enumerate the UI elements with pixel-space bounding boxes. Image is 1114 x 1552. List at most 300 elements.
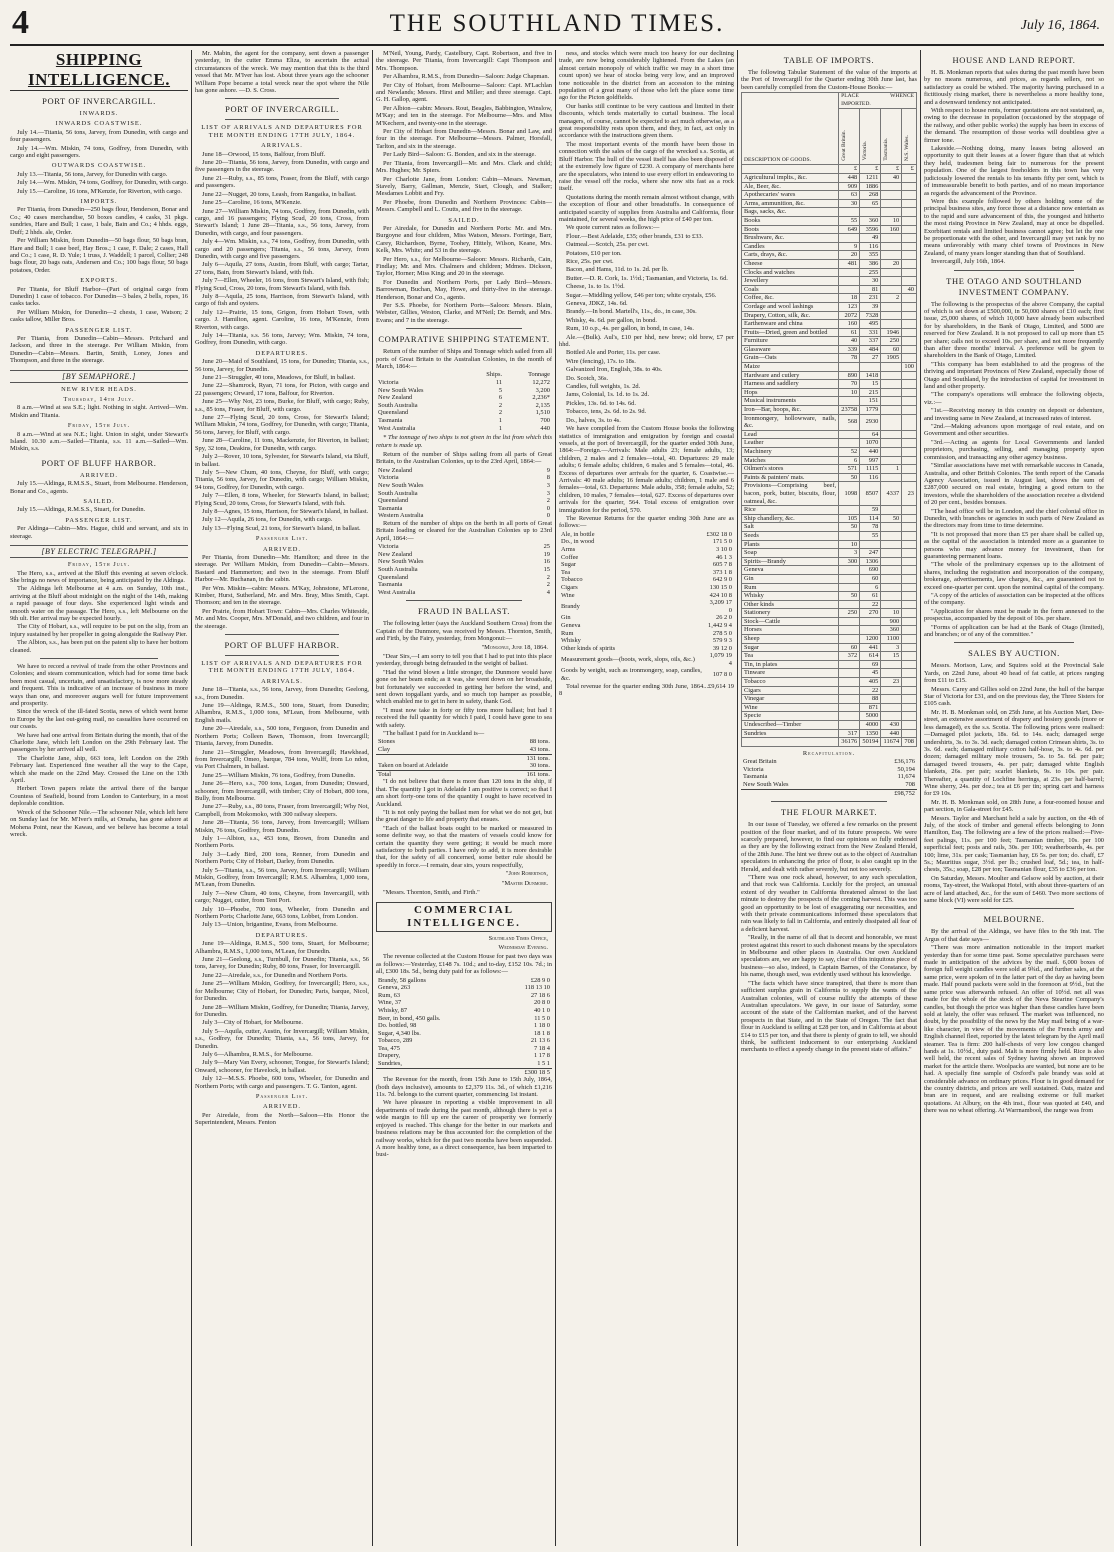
table-cell: Do., in wood bbox=[561, 538, 595, 546]
table-row bbox=[742, 635, 917, 644]
table-row bbox=[742, 523, 917, 532]
table-row bbox=[376, 497, 552, 505]
table-cell: 3 bbox=[839, 549, 860, 558]
table-row bbox=[376, 746, 552, 754]
table-row bbox=[742, 216, 917, 225]
table-cell bbox=[881, 242, 902, 251]
table-cell: 36176 bbox=[839, 738, 860, 747]
table-row bbox=[742, 549, 917, 558]
article-paragraph: Mr. H. B. Monkman sold, on 25th June, at his Auction Mart, Dee-street, an extensive assortment of drapery and hosiery goods (more or less damaged), ex the s.s. Scotia. The following prices were realised:—Damaged pilot jackets, 18s. 6d. to 14s. each; damaged serge undershirts, 3s. to 3s. 3d. each; damaged cotton Crimean shirts, 3s. to 3s. 6d. each; damaged military cotton half-hose, 3s. to 4s. 6d. per dozen; damaged military mole trousers, 5s. to 5s. 6d. per pair; damaged tweed trousers, 4s. per pair; damaged white English blankets, 26s. per pair; scarlet blankets, 9s. to 10s. per pair. Thereafter, a quantity of Lochfine herrings, at 23s. per half-barrel; Wine sherry, 24s. per doz.; tea at £6 per tin; spring cart and harness for £9 10s. bbox=[924, 708, 1104, 798]
table-cell: Tobacco bbox=[742, 678, 839, 687]
imports-currency-row bbox=[742, 165, 917, 174]
table-cell bbox=[839, 678, 860, 687]
table-cell: 27 18 6 bbox=[530, 991, 550, 999]
table-cell: 63 bbox=[839, 191, 860, 200]
table-row bbox=[559, 667, 734, 682]
table-cell: 0 bbox=[546, 504, 550, 512]
article-paragraph: "The company's operations will embrace the following objects, viz.:— bbox=[924, 391, 1104, 406]
table-cell: Earthenware and china bbox=[742, 320, 839, 329]
table-cell: 268 bbox=[860, 191, 881, 200]
table-cell bbox=[902, 473, 917, 482]
article-paragraph: We have had one arrival from Britain during the month, that of the Charlotte Jane, which left London on the 29th February last. The passengers by her arrived all well. bbox=[10, 731, 188, 754]
table-cell: 1100 bbox=[881, 635, 902, 644]
table-cell bbox=[902, 388, 917, 397]
table-cell: Geneva bbox=[742, 566, 839, 575]
table-cell: Rum bbox=[742, 583, 839, 592]
rate-entry: Rice, 25s. per cwt. bbox=[566, 257, 614, 265]
table-cell: 114 bbox=[860, 514, 881, 523]
table-row bbox=[376, 984, 552, 992]
table-cell: Tea, 475 bbox=[378, 1044, 400, 1052]
passenger-text: Per Airedale, for Dunedin and Northern Ports: Mr. and Mrs. Burgoyne and four children, Miss Watson, Messrs. Fortinge, Barr, Carey, Richardson, Byrne, Toohey, Hittely, Wilson, Keane, Mrs. Kelk, Mrs. White; and 53 in the steerage. bbox=[376, 224, 552, 255]
ballast-total: 161 tons. bbox=[504, 770, 552, 778]
table-row bbox=[742, 712, 917, 721]
table-cell: Tobacco bbox=[561, 576, 583, 584]
column-rule bbox=[191, 50, 192, 1546]
table-cell: 386 bbox=[860, 259, 881, 268]
table-cell: 1 18 0 bbox=[534, 1022, 550, 1030]
duty-table bbox=[376, 977, 552, 1077]
ships-berth-table bbox=[376, 543, 552, 596]
table-cell: 5 bbox=[498, 386, 503, 394]
table-row bbox=[742, 234, 917, 243]
departure-entry: June 25—William Miskin, Godfrey, for Invercargill; Hero, s.s., for Melbourne; City of Hobart, for Dunedin; Paris, barque, Nicol, for Dunedin. bbox=[195, 980, 369, 1003]
newspaper-title: THE SOUTHLAND TIMES. bbox=[389, 10, 725, 37]
table-cell: Tea bbox=[742, 652, 839, 661]
table-cell: 649 bbox=[839, 225, 860, 234]
table-cell: Measurement goods—(boots, work, slops, oils, &c.) bbox=[561, 656, 695, 664]
passenger-text: Per Charlotte Jane, from London: Cabin—Messrs. Newman, Stavely, Barry, Gallman, Menzie, Start, Clough, and Stalker; Mesdames Lobbit and Fry. bbox=[376, 175, 552, 198]
table-cell bbox=[881, 380, 902, 389]
rate-entry: Do. Scotch, 36s. bbox=[566, 374, 609, 382]
ships-tonnage-body bbox=[376, 379, 552, 432]
inwards-coastwise-label: INWARDS COASTWISE. bbox=[55, 120, 143, 128]
table-cell bbox=[902, 354, 917, 363]
table-row bbox=[376, 512, 552, 520]
passengers-arrived-label: ARRIVED. bbox=[263, 545, 301, 553]
table-row bbox=[742, 337, 917, 346]
table-cell: Hops bbox=[742, 388, 839, 397]
table-cell: South Australia bbox=[378, 489, 418, 497]
departure-entry: July 8—Agnes, 15 tons, Harrison, for Stewart's Island, in ballast. bbox=[202, 507, 369, 515]
table-cell: Do. bottled, 98 bbox=[378, 1022, 417, 1030]
table-row bbox=[742, 285, 917, 294]
table-cell: 571 bbox=[839, 465, 860, 474]
table-row bbox=[376, 770, 552, 778]
arrival-entry: July 5—Titania, s.s., 56 tons, Jarvey, from Invercargill; William Miskin, Godfrey, from Invercargill; R.M.S. Alhambra, 1,000 tons, M'Lean, from Dunedin. bbox=[195, 866, 369, 889]
arrival-entry: June 25—William Miskin, 76 tons, Godfrey, from Dunedin. bbox=[202, 771, 356, 779]
table-row bbox=[559, 622, 734, 630]
table-cell bbox=[881, 268, 902, 277]
table-cell: 16 bbox=[543, 558, 550, 566]
table-cell bbox=[839, 566, 860, 575]
table-row bbox=[376, 402, 552, 410]
table-row bbox=[742, 514, 917, 523]
table-cell bbox=[902, 242, 917, 251]
table-cell bbox=[742, 165, 839, 174]
table-cell: 60 bbox=[860, 574, 881, 583]
departure-entry: July 9—Mary Van Every, schooner, Tongue, for Stewart's Island; Onward, schooner, for Havelock, in ballast. bbox=[195, 1059, 369, 1074]
table-cell: 8 bbox=[546, 474, 550, 482]
table-row bbox=[376, 1045, 552, 1053]
section-divider bbox=[954, 908, 1074, 909]
table-cell: 8507 bbox=[860, 482, 881, 506]
inwards-entry: July 14.—Wm. Miskin, 74 tons, Godfrey, from Dunedin, with cargo and eight passengers. bbox=[10, 144, 188, 160]
table-cell bbox=[881, 686, 902, 695]
table-cell: Tasmania bbox=[743, 773, 768, 781]
arrival-entry: July 1—Albion, s.s., 453 tons, Brown, from Dunedin and Northern Ports. bbox=[195, 834, 369, 850]
table-cell: New South Wales bbox=[743, 780, 789, 788]
section-divider bbox=[225, 655, 339, 656]
table-cell: 1,079 19 4 bbox=[709, 652, 732, 667]
table-row bbox=[559, 531, 734, 539]
table-cell: 900 bbox=[881, 617, 902, 626]
table-cell: 18 1 8 bbox=[534, 1029, 550, 1037]
imports-totals-row bbox=[742, 738, 917, 747]
table-cell: 270 bbox=[860, 609, 881, 618]
table-cell: Stationery bbox=[742, 609, 839, 618]
table-row bbox=[376, 1015, 552, 1023]
table-cell: Rum bbox=[561, 629, 574, 637]
table-cell bbox=[902, 660, 917, 669]
sailed-label: SAILED. bbox=[448, 216, 480, 224]
article-paragraph: We have to record a revival of trade from the other Provinces and Colonies; and steam communication, which had for some time back been most casual, uncertain, and unsatisfactory, is now more steady and frequent. This is indicative of an increase of business in more ways than one, and moreover augurs well for future improvement and prosperity. bbox=[10, 662, 188, 707]
article-paragraph: We quote current rates as follows:— bbox=[566, 224, 660, 232]
table-cell: 9 bbox=[839, 242, 860, 251]
table-row bbox=[741, 766, 917, 774]
telegraph-text: The Hero, s.s., arrived at the Bluff this evening at seven o'clock. She brings no news of importance, being anticipated by the Aldinga. bbox=[10, 569, 188, 584]
table-cell bbox=[881, 208, 902, 217]
table-cell bbox=[860, 626, 881, 635]
article-paragraph: "Really, in the name of all that is decent and honorable, we must protest against this resort to such dishonest means by the speculators in Melbourne and other places in Australia. Our own Auckland speculators are, we are happy to say, clear of this iniquitous piece of business—so also, indeed, is Captain Barnes, of the Constance, by his name, though used, was evidently used without his knowledge. bbox=[741, 934, 917, 979]
semaphore-report: 8 a.m.—Wind at sea S.E.; light. Nothing in sight. Arrived—Wm. Miskin and Titania. bbox=[10, 404, 188, 419]
table-cell: 3,209 17 0 bbox=[709, 599, 732, 614]
passenger-list-text: Per Titania, from Dunedin—Cabin—Messrs. Pritchard and Jackson, and three in the steerage. Per William Miskin, from Dunedin—Cabin—Messrs. Bartin, Smith, Loney, Jones and Thompson, and three in the steerage. bbox=[10, 334, 188, 365]
table-cell: 81 bbox=[860, 285, 881, 294]
table-cell: 690 bbox=[860, 566, 881, 575]
table-row bbox=[376, 490, 552, 498]
table-cell bbox=[881, 199, 902, 208]
section-divider bbox=[406, 328, 522, 329]
table-cell: Great Britain bbox=[743, 758, 777, 766]
article-paragraph: The Charlotte Jane, ship, 663 tons, left London on the 29th February last. Experienced fine weather all the way to the Cape, which she made on the 22nd May. Crossed the Line on the 13th April. bbox=[10, 754, 188, 785]
table-cell bbox=[881, 388, 902, 397]
table-cell: 6 bbox=[498, 394, 503, 402]
table-cell bbox=[881, 406, 902, 415]
commercial-intelligence-heading: COMMERCIAL INTELLIGENCE. bbox=[376, 902, 552, 932]
departure-entry: July 13—Flying Scud, 21 tons, for Stewart's Island, in ballast. bbox=[202, 524, 361, 532]
table-cell: Matches bbox=[742, 456, 839, 465]
table-cell: Wine, 37 bbox=[378, 999, 402, 1007]
table-cell bbox=[902, 686, 917, 695]
table-cell: 3 10 0 bbox=[716, 545, 732, 553]
departure-entry: July 3—City of Hobart, for Melbourne. bbox=[202, 1019, 303, 1027]
table-cell: 19 bbox=[543, 550, 550, 558]
departure-entry: June 25—Why Not, 23 tons, Burke, for Bluff, with cargo; Ruby, s.s., 85 tons, Fraser, for Bluff, with cargo. bbox=[195, 398, 369, 413]
ballast-body bbox=[376, 738, 552, 754]
table-cell bbox=[902, 182, 917, 191]
table-cell: 118 13 10 bbox=[524, 984, 550, 992]
table-cell: 23 bbox=[902, 482, 917, 506]
arrival-entry: June 20—Titania, 56 tons, Jarvey, from Dunedin, with cargo and five passengers in the steerage. bbox=[195, 159, 369, 174]
article-paragraph: Mr. H. B. Monkman sold, on 28th June, a four-roomed house and part section, in Gala-street for £45. bbox=[924, 798, 1104, 814]
passenger-text: Per Prairie, from Hobart Town: Cabin—Mrs. Charles Whiteside, Mr. and Mrs. Cooper, Mrs. M'Donald, and two children, and four in the steerage. bbox=[195, 607, 369, 630]
table-cell: Machinery bbox=[742, 448, 839, 457]
arrival-entry: June 25—Caroline, 16 tons, M'Kenzie. bbox=[202, 199, 302, 207]
table-row bbox=[376, 581, 552, 589]
table-row bbox=[376, 505, 552, 513]
arrival-entry: June 20—Airedale, s.s., 500 tons, Ferguson, from Dunedin and Northern Ports; Colleen Bawn, Thomson, from Invercargill; Titania, Jarvey, from Dunedin. bbox=[195, 725, 369, 748]
table-cell: 1350 bbox=[860, 729, 881, 738]
shipping-intelligence-heading: SHIPPING INTELLIGENCE. bbox=[10, 50, 188, 91]
table-row bbox=[376, 1060, 552, 1068]
table-cell: Brandy bbox=[561, 602, 580, 610]
table-cell: £36,176 bbox=[894, 758, 915, 766]
article-paragraph: "1st.—Receiving money in this country on deposit or debenture, and investing same in New Zealand, at increased rates of interest. bbox=[924, 407, 1104, 422]
table-cell: Tinware bbox=[742, 669, 839, 678]
table-cell: 11,674 bbox=[897, 773, 915, 781]
inwards-entry: July 14.—Titania, 56 tons, Jarvey, from Dunedin, with cargo and four passengers. bbox=[10, 128, 188, 144]
table-cell: 481 bbox=[839, 259, 860, 268]
article-paragraph: "Each of the ballast boats ought to be marked or measured in some definite way, so that the masters of vessels could know for certain the quantity they were getting; it would be much more satisfactory to both parties. I have only to add, it is more desirable that, for the safety of all concerned, some better rule should be speedily in force.—I remain, dear sirs, yours respectfully, bbox=[376, 824, 552, 869]
table-cell bbox=[902, 371, 917, 380]
column-2 bbox=[195, 50, 369, 1546]
table-cell bbox=[839, 430, 860, 439]
table-cell bbox=[881, 592, 902, 601]
table-cell: Books bbox=[742, 216, 839, 225]
arrival-entry: July 13—Union, brigantine, Evans, from Melbourne. bbox=[202, 921, 338, 929]
table-cell: Sundries bbox=[742, 729, 839, 738]
table-row bbox=[742, 652, 917, 661]
table-cell bbox=[881, 473, 902, 482]
article-paragraph: The Revenue for the month, from 15th June to 15th July, 1864, (both days inclusive), amounts to £2,379 11s. 3d., of which £1,216 11s. 7d. belongs to the current quarter, commencing 1st instant. bbox=[376, 1076, 552, 1099]
ballast-subtotal: 131 tons. bbox=[504, 754, 552, 762]
table-row bbox=[742, 174, 917, 183]
table-cell: 278 5 0 bbox=[712, 629, 732, 637]
table-cell: Tasmania bbox=[378, 417, 403, 424]
table-cell: 55 bbox=[860, 531, 881, 540]
table-row bbox=[559, 614, 734, 622]
semaphore-report: 8 a.m.—Wind at sea N.E.; light. Union in sight, under Stewart's Island. 10.30 a.m.—Sailed—Titania, s.s. 11 a.m.—Sailed—Wm. Miskin, s.s. bbox=[10, 430, 188, 453]
table-cell bbox=[881, 456, 902, 465]
table-row bbox=[742, 531, 917, 540]
departure-entry: June 22—Airedale, s.s., for Dunedin and Northern Ports. bbox=[202, 971, 348, 979]
table-cell bbox=[839, 669, 860, 678]
table-row bbox=[376, 589, 552, 597]
table-cell: 1946 bbox=[881, 328, 902, 337]
article-paragraph: Since the wreck of the ill-fated Scotia, news of which went home to Europe by the last out-going mail, no casualties have occurred on our coasts. bbox=[10, 708, 188, 731]
table-header-label: Victoria. bbox=[862, 141, 869, 161]
telegraph-heading: [BY ELECTRIC TELEGRAPH.] bbox=[10, 545, 188, 558]
table-cell: 27 bbox=[860, 354, 881, 363]
flour-market-heading: THE FLOUR MARKET. bbox=[780, 807, 878, 818]
article-paragraph: The revenue collected at the Custom House for past two days was as follows:—Yesterday, £148 7s. 10d.; and to-day, £152 10s. 7d.; in all, £300 18s. 5d., being duty paid for as follows:— bbox=[376, 953, 552, 976]
table-cell: 30 bbox=[860, 277, 881, 286]
column-rule bbox=[372, 50, 373, 1546]
table-cell bbox=[902, 439, 917, 448]
table-cell bbox=[881, 277, 902, 286]
rate-entry: Sugar.—Middling yellow, £46 per ton; white crystals, £56. bbox=[566, 291, 717, 299]
table-cell: 11 5 0 bbox=[534, 1014, 550, 1022]
table-row bbox=[376, 738, 552, 746]
departure-entry: July 7—Ellen, 8 tons, Wheeler, for Stewart's Island, in ballast; Flying Scud, 20 tons, Cross, for Stewart's Island, with fish. bbox=[195, 492, 369, 507]
table-cell: 5000 bbox=[860, 712, 881, 721]
table-cell bbox=[881, 439, 902, 448]
arrived-text: July 15.—Aldinga, R.M.S.S., Stuart, from Melbourne. Henderson, Bonar and Co., agents. bbox=[10, 480, 188, 495]
table-row bbox=[742, 328, 917, 337]
table-row bbox=[376, 474, 552, 482]
table-cell: 495 bbox=[860, 320, 881, 329]
table-cell bbox=[881, 660, 902, 669]
table-cell bbox=[902, 712, 917, 721]
telegraph-text: The City of Hobart, s.s., will require to be put on the slip, from an injury sustained by her propeller in going alongside the Railway Pier. bbox=[10, 623, 188, 638]
table-row bbox=[742, 311, 917, 320]
table-cell bbox=[902, 251, 917, 260]
table-cell: 22 bbox=[860, 686, 881, 695]
table-cell bbox=[902, 380, 917, 389]
table-cell: 46 1 3 bbox=[716, 553, 732, 561]
inwards-label: INWARDS. bbox=[79, 110, 119, 117]
table-cell: Taken on board at Adelaide bbox=[378, 762, 449, 770]
table-cell bbox=[902, 216, 917, 225]
article-paragraph: Messrs. Morison, Law, and Squires sold at the Provincial Sale Yards, on 22nd June, about 40 head of fat cattle, at prices ranging from £11 to £15. bbox=[924, 662, 1104, 685]
table-cell: 2 bbox=[498, 401, 503, 409]
rate-entry: Ale.—(Bulk). Aul's, £10 per hhd, new brew; old brew, £7 per hhd. bbox=[559, 333, 734, 349]
table-cell bbox=[860, 540, 881, 549]
column-3 bbox=[376, 50, 552, 1546]
letter-signature: "Master Dunmore. bbox=[501, 879, 548, 887]
table-cell: Fruits—Dried, green and bottled bbox=[742, 328, 839, 337]
table-cell: Brandy, 58 gallons bbox=[378, 976, 427, 984]
table-cell bbox=[881, 583, 902, 592]
table-row bbox=[376, 1007, 552, 1015]
table-cell bbox=[902, 617, 917, 626]
article-paragraph: The most important events of the month have been those in connection with the sales of the cargo of the wrecked s.s. Scotia, at Bluff Harbor. The hull of the vessel itself has also been disposed of at the extremely low figure of £230. A company of merchants here are the speculators, who intend to use every effort in endeavoring to raise the vessel off the rocks, where she now sits fast as a rock itself. bbox=[559, 140, 734, 193]
table-cell: Coals bbox=[742, 285, 839, 294]
table-cell: 448 bbox=[839, 174, 860, 183]
table-row bbox=[742, 473, 917, 482]
sailed-text: July 15.—Aldinga, R.M.S.S., Stuart, for Dunedin. bbox=[17, 506, 146, 514]
table-cell: 49 bbox=[860, 234, 881, 243]
table-cell: Clocks and watches bbox=[742, 268, 839, 277]
table-cell: 2,135 bbox=[535, 401, 550, 409]
arrival-entry: July 7—Ellen, Wheeler, 16 tons, from Stewart's Island, with fish; Flying Scud, Cross, 20 tons, from Stewart's Island, with fish. bbox=[195, 277, 369, 292]
table-cell: Tasmania bbox=[378, 581, 403, 589]
table-cell: Carts, drays, &c. bbox=[742, 251, 839, 260]
table-cell: Spirits—Brandy bbox=[742, 557, 839, 566]
masthead bbox=[10, 6, 1104, 46]
table-cell bbox=[902, 406, 917, 415]
rate-entry: Potatoes, £10 per ton. bbox=[566, 249, 622, 257]
table-cell bbox=[839, 660, 860, 669]
table-cell bbox=[881, 669, 902, 678]
table-row bbox=[742, 414, 917, 430]
article-paragraph: We have compiled from the Custom House books the following statistics of immigration and emigration by foreign and coastal vessels, at the port of Invercargill, for the quarter ended 30th June, 1864:—Foreign.—Arrivals: Male adults 23; female adults, 13; children, 2 males and 2 females—total, 40. Departures: 29 male adults; 6 female adults; children, 6 males and 5 females—total, 46. Excess of departures over arrivals for the quarter, 6. Coastwise.—Arrivals: 40 male adults; 16 female adults; children, 1 male and 6 females—total, 63. Departures: Male adults, 358; female adults, 52; children, 10 males, 7 females—total, 627. Excess of departures over arrivals for the quarter, 564. Total excess of emigration over immigration for the period, 570. bbox=[559, 425, 734, 514]
table-cell: 708 bbox=[902, 738, 917, 747]
table-row bbox=[376, 977, 552, 985]
table-cell bbox=[902, 268, 917, 277]
table-cell: 2072 bbox=[839, 311, 860, 320]
passenger-text: Per Airedale, from the North—Saloon—His Honor the Superintendent, Messrs. Fenton bbox=[195, 1111, 369, 1127]
table-cell bbox=[881, 523, 902, 532]
rate-entry: Wire (fencing), 17s. to 18s. bbox=[566, 357, 636, 365]
table-cell bbox=[839, 703, 860, 712]
table-cell bbox=[881, 430, 902, 439]
comparative-intro: Return of the number of ships on the berth in all ports of Great Britain loading or cleared for the Australian Colonies up to 23rd April, 1864:— bbox=[376, 519, 552, 542]
table-cell: 160 bbox=[881, 225, 902, 234]
telegraph-text: The Albion, s.s., has been put on the patent slip to have her bottom cleaned. bbox=[10, 639, 188, 654]
departures-label: DEPARTURES. bbox=[255, 931, 309, 939]
table-cell bbox=[902, 729, 917, 738]
table-header-cell bbox=[902, 109, 917, 165]
table-cell: Geneva bbox=[561, 621, 581, 629]
departure-entry: June 20—Maid of Southland, 15 tons, for Dunedin; Titania, s.s., 56 tons, Jarvey, for Dunedin. bbox=[195, 358, 369, 373]
table-cell bbox=[902, 414, 917, 430]
table-cell bbox=[881, 251, 902, 260]
table-row bbox=[742, 448, 917, 457]
table-cell: £ bbox=[860, 165, 881, 174]
table-cell bbox=[902, 337, 917, 346]
ballast-table bbox=[376, 738, 552, 778]
table-cell: Hardware and cutlery bbox=[742, 371, 839, 380]
table-cell: New South Wales bbox=[378, 386, 424, 394]
table-cell: 40 bbox=[839, 337, 860, 346]
table-row bbox=[559, 652, 734, 667]
table-header-cell bbox=[376, 371, 468, 379]
table-cell: 430 bbox=[881, 721, 902, 730]
departure-entry: June 21—Geelong, s.s., Turnbull, for Dunedin; Titania, s.s., 56 tons, Jarvey, for Dunedin; Ruby, 80 tons, Fraser, for Invercargill. bbox=[195, 956, 369, 971]
rate-entry: Oatmeal.—Scotch, 25s. per cwt. bbox=[566, 241, 649, 249]
table-row bbox=[376, 482, 552, 490]
table-cell bbox=[902, 328, 917, 337]
table-header-cell bbox=[881, 109, 902, 165]
table-row bbox=[742, 302, 917, 311]
table-cell bbox=[902, 678, 917, 687]
table-cell bbox=[839, 617, 860, 626]
table-cell: 69 bbox=[860, 660, 881, 669]
article-paragraph: Wreck of the Schooner Nile.—The schooner Nile, which left here on Sunday last for Mr. M'Iver's mills, at Omaha, has gone ashore at Mohena Point, near the Kawau, and we believe has become a total wreck. bbox=[10, 808, 188, 838]
table-row bbox=[376, 762, 552, 770]
passenger-text: For Dunedin and Northern Ports, per Lady Bird—Messrs. Barrowman, Buchan, May, Howe, and thirty-five in the steerage. Henderson, Bonar and Co., agents. bbox=[376, 278, 552, 301]
arrival-entry: June 21—Struggler, Meadows, from Invercargill; Hawkhead, from Invercargill; Omeo, barque, 784 tons, Wulff, from Lo ndon, via Port Chalmers, in ballast. bbox=[195, 748, 369, 771]
table-cell: Brushware, &c. bbox=[742, 234, 839, 243]
table-row bbox=[742, 721, 917, 730]
table-cell: 130 15 0 bbox=[709, 583, 732, 591]
table-cell: 484 bbox=[860, 345, 881, 354]
table-cell bbox=[881, 600, 902, 609]
table-cell: 2 bbox=[546, 581, 550, 589]
table-cell bbox=[839, 397, 860, 406]
table-cell bbox=[902, 721, 917, 730]
passenger-list-label: PASSENGER LIST. bbox=[65, 326, 133, 334]
table-row bbox=[742, 465, 917, 474]
section-divider bbox=[225, 119, 339, 120]
table-cell: Specie bbox=[742, 712, 839, 721]
table-cell: 1905 bbox=[881, 354, 902, 363]
departure-entry: July 12—Aquila, 26 tons, for Dunedin, with cargo. bbox=[202, 516, 333, 524]
table-cell: 2 bbox=[546, 573, 550, 581]
duty-total: £300 18 5 bbox=[498, 1068, 552, 1076]
arrival-entry: June 22—Nugget, 20 tons, Leash, from Rangaika, in ballast. bbox=[202, 190, 357, 198]
article-paragraph: "This company has been established to aid the progress of the thriving and important Provinces of New Zealand, especially those of Otago and Southland, by the introduction of capital for investment in land and other property. bbox=[924, 360, 1104, 391]
table-cell: 1 bbox=[498, 424, 503, 432]
table-row bbox=[559, 599, 734, 614]
table-cell: Sugar, 4,340 lbs. bbox=[378, 1029, 421, 1037]
passenger-text: Per Hero, s.s., for Melbourne—Saloon: Messrs. Richards, Cain, Findlay; Mr. and Mrs. Chalmers and children; Mdmes. Dickson, Taylor, Horner; Miss King; and 20 in the steerage. bbox=[376, 255, 552, 278]
table-row bbox=[742, 660, 917, 669]
letter-addressee: "Messrs. Thornton, Smith, and Firth." bbox=[383, 889, 480, 897]
table-row bbox=[559, 637, 734, 645]
